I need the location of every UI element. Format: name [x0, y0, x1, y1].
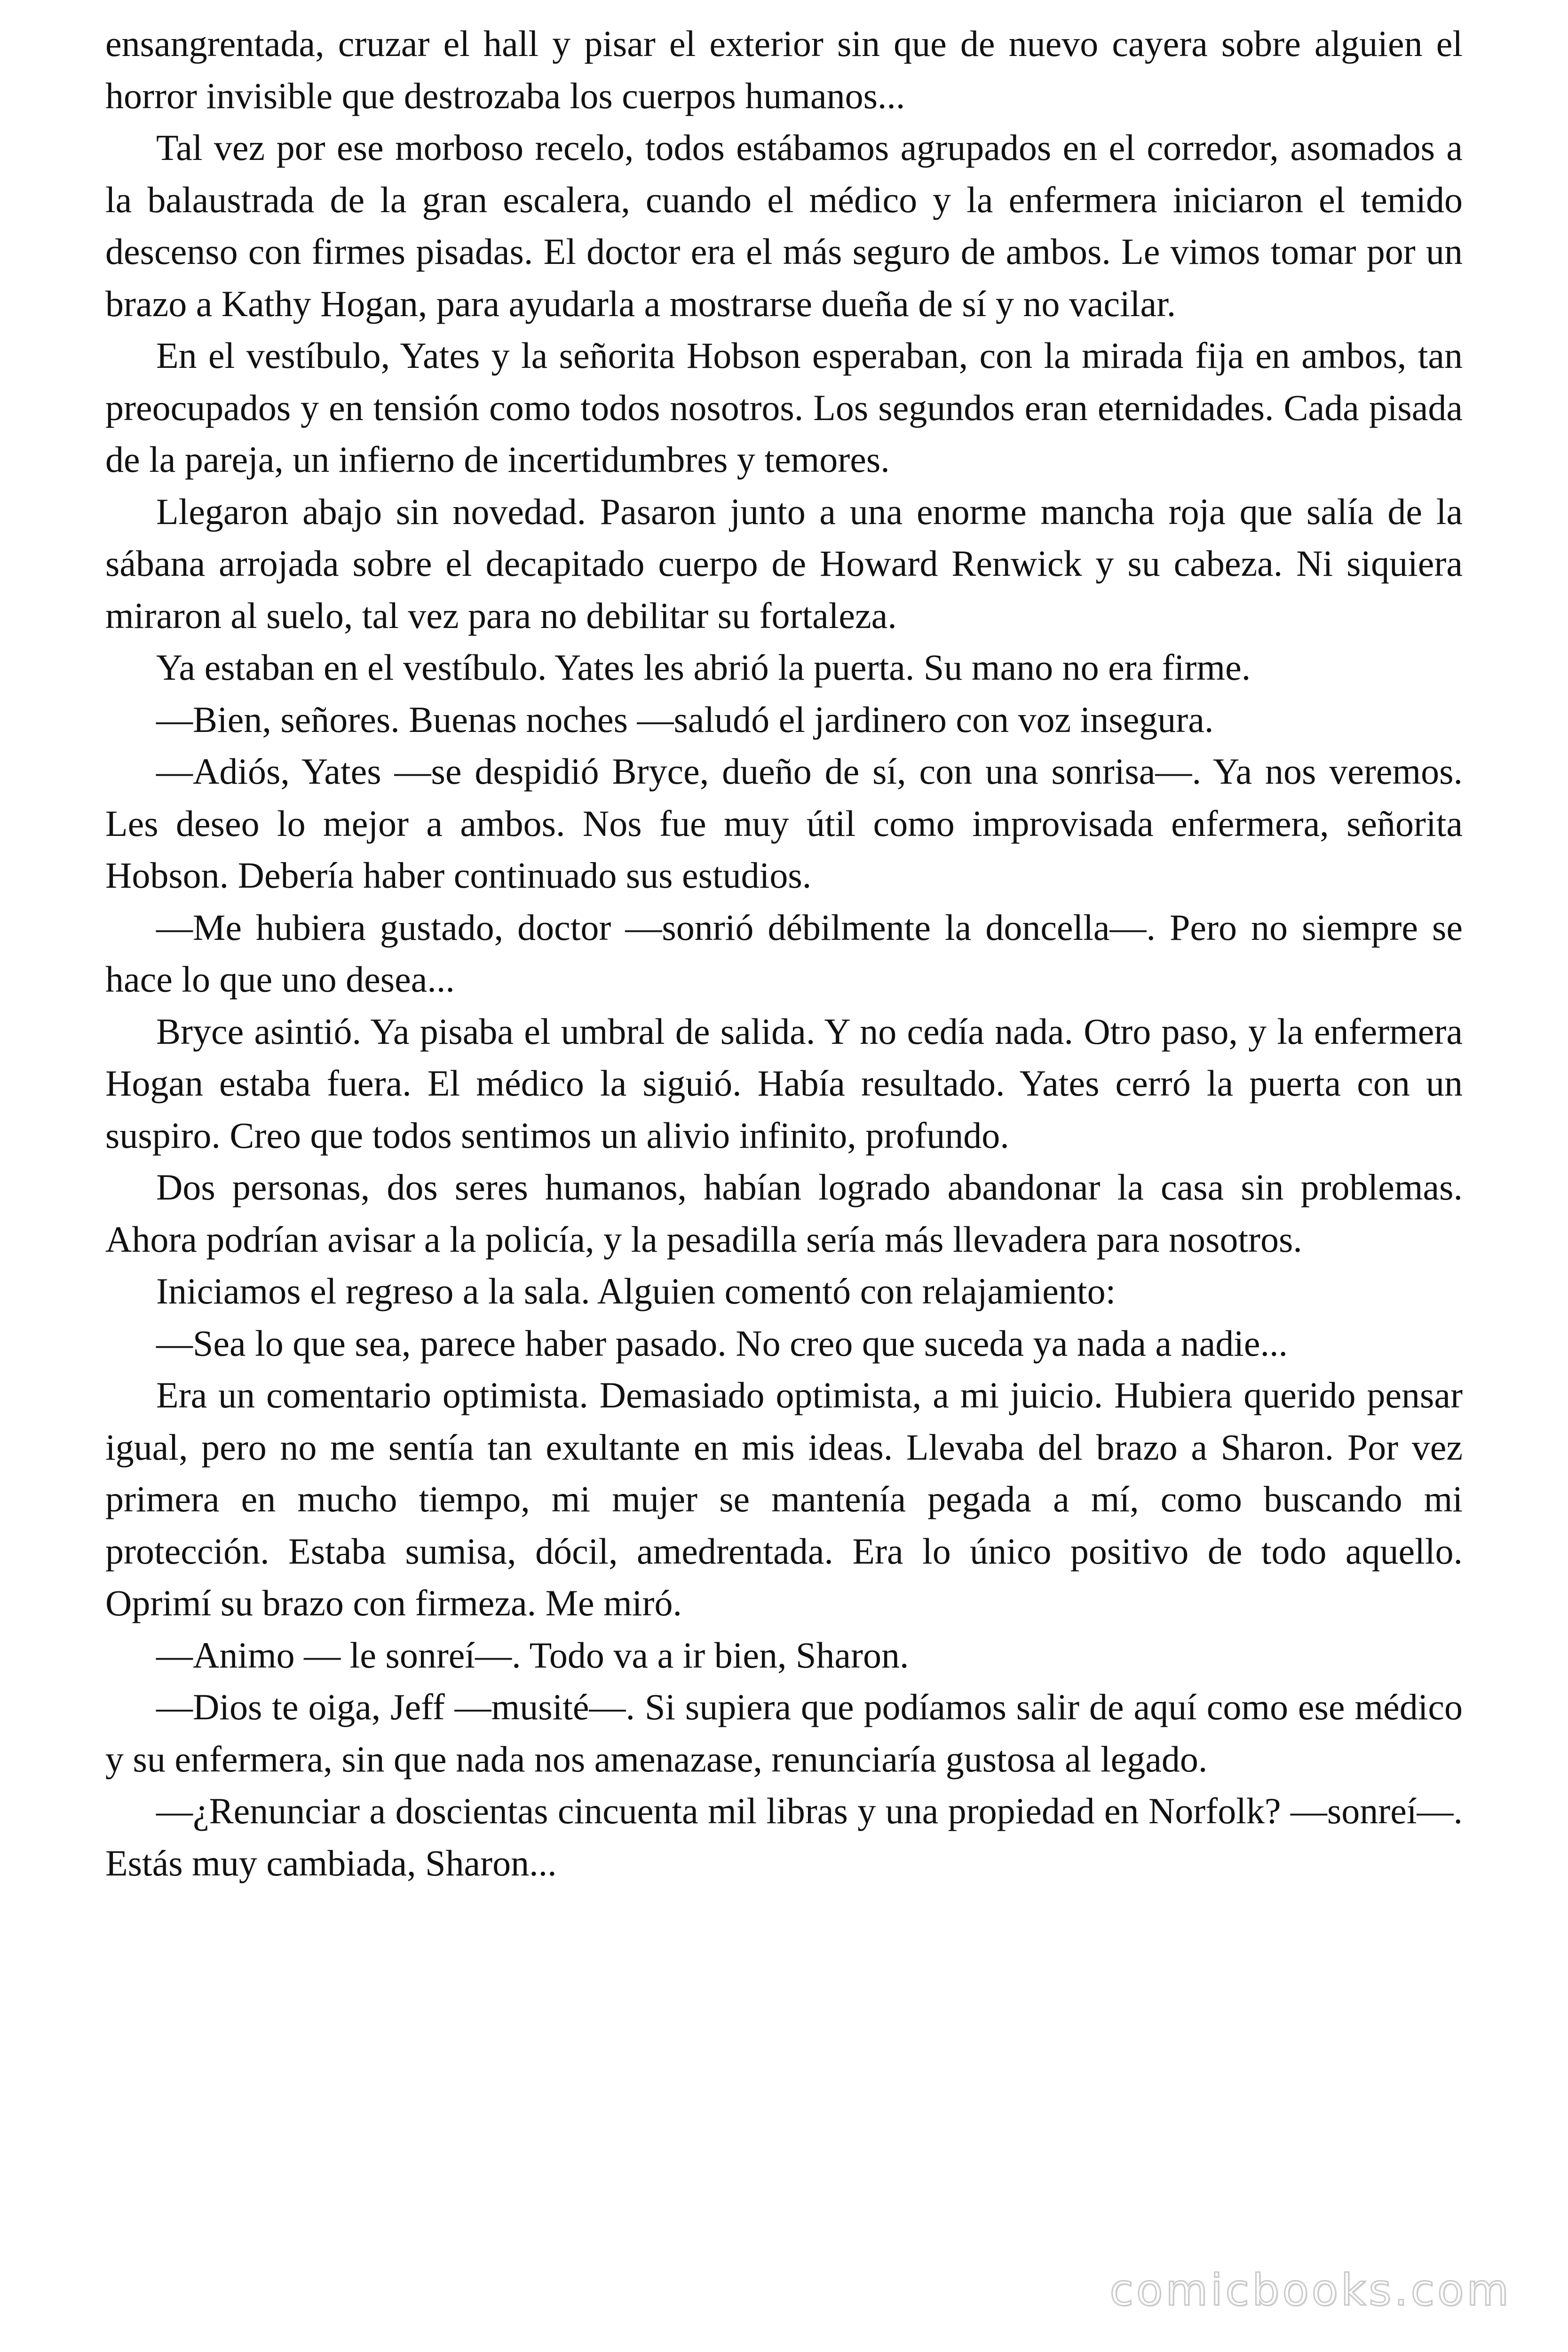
watermark-text: comicbooks.com — [1109, 2265, 1512, 2315]
paragraph-5: Ya estaban en el vestíbulo. Yates les abrió la puerta. Su mano no era firme. — [156, 647, 1251, 688]
paragraph-15: —Dios te oiga, Jeff —musité—. Si supiera que podíamos salir de aquí como ese médico y su enfermera, sin que nada nos amenazase, renunciaría gustosa al legado. — [105, 1686, 1463, 1780]
paragraph-12: —Sea lo que sea, parece haber pasado. No creo que suceda ya nada a nadie... — [156, 1322, 1288, 1364]
paragraph-16: —¿Renunciar a doscientas cincuenta mil libras y una propiedad en Norfolk? —sonreí—. Estás muy cambiada, Sharon... — [105, 1790, 1463, 1883]
paragraph-13: Era un comentario optimista. Demasiado optimista, a mi juicio. Hubiera querido pensar igual, pero no me sentía tan exultante en mis ideas. Llevaba del brazo a Sharon. Por vez primera en mucho tiempo, mi mujer se mantenía pegada a mí, como buscando mi protección. Estaba sumisa, dócil, amedrentada. Era lo único positivo de todo aquello. Oprimí su brazo con firmeza. Me miró. — [105, 1375, 1463, 1623]
paragraph-2: Tal vez por ese morboso recelo, todos estábamos agrupados en el corredor, asomados a la balaustrada de la gran escalera, cuando el médico y la enfermera iniciaron el temido descenso con firmes pisadas. El doctor era el más seguro de ambos. Le vimos tomar por un brazo a Kathy Hogan, para ayudarla a mostrarse dueña de sí y no vacilar. — [105, 127, 1463, 324]
page-text — [105, 18, 1463, 1889]
paragraph-4: Llegaron abajo sin novedad. Pasaron junto a una enorme mancha roja que salía de la sábana arrojada sobre el decapitado cuerpo de Howard Renwick y su cabeza. Ni siquiera miraron al suelo, tal vez para no debilitar su fortaleza. — [105, 491, 1463, 636]
paragraph-7: —Adiós, Yates —se despidió Bryce, dueño de sí, con una sonrisa—. Ya nos veremos. Les deseo lo mejor a ambos. Nos fue muy útil como improvisada enfermera, señorita Hobson. Debería haber continuado sus estudios. — [105, 751, 1463, 896]
paragraph-9: Bryce asintió. Ya pisaba el umbral de salida. Y no cedía nada. Otro paso, y la enfermera Hogan estaba fuera. El médico la siguió. Había resultado. Yates cerró la puerta con un suspiro. Creo que todos sentimos un alivio infinito, profundo. — [105, 1010, 1463, 1156]
paragraph-6: —Bien, señores. Buenas noches —saludó el jardinero con voz insegura. — [156, 699, 1214, 740]
paragraph-3: En el vestíbulo, Yates y la señorita Hobson esperaban, con la mirada fija en ambos, tan preocupados y en tensión como todos nosotros. Los segundos eran eternidades. Cada pisada de la pareja, un infierno de incertidumbres y temores. — [105, 335, 1463, 480]
paragraph-11: Iniciamos el regreso a la sala. Alguien comentó con relajamiento: — [156, 1271, 1116, 1311]
paragraph-10: Dos personas, dos seres humanos, habían logrado abandonar la casa sin problemas. Ahora podrían avisar a la policía, y la pesadilla sería más llevadera para nosotros. — [105, 1167, 1463, 1260]
paragraph-1: ensangrentada, cruzar el hall y pisar el exterior sin que de nuevo cayera sobre alguien el horror invisible que destrozaba los cuerpos humanos... — [105, 23, 1463, 116]
paragraph-14: —Animo — le sonreí—. Todo va a ir bien, Sharon. — [156, 1634, 909, 1676]
paragraph-8: —Me hubiera gustado, doctor —sonrió débilmente la doncella—. Pero no siempre se hace lo que uno desea... — [105, 906, 1463, 1000]
